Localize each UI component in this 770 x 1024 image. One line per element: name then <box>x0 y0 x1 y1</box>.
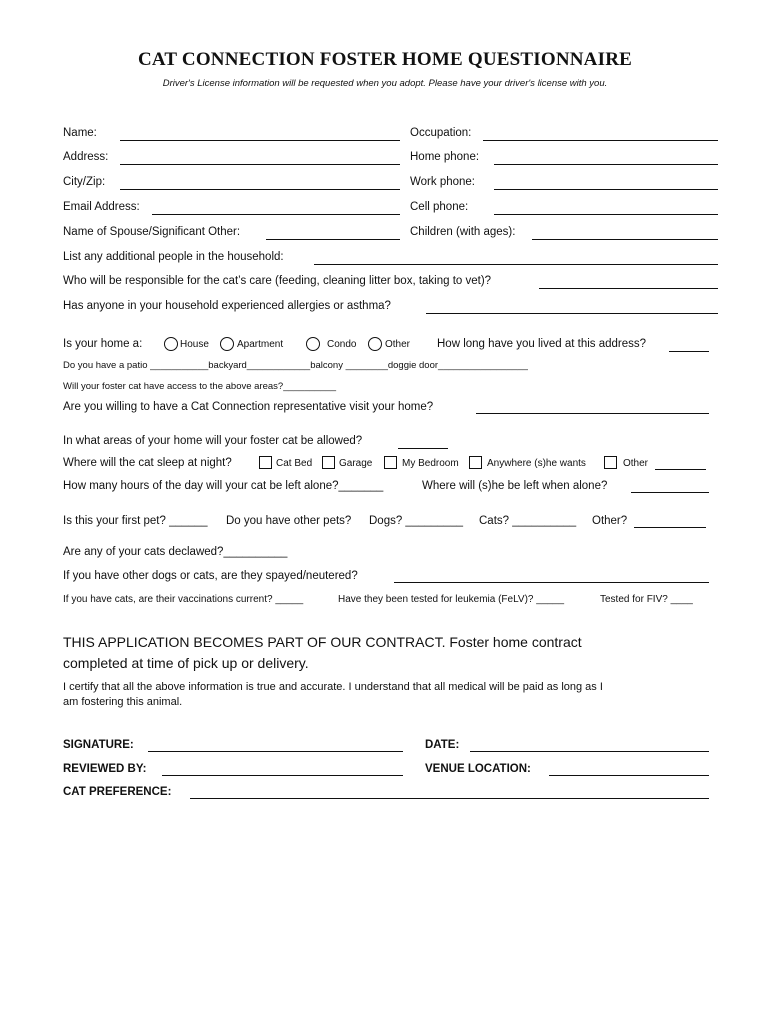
additional-people-label: List any additional people in the household: <box>63 251 284 263</box>
fiv-label: Tested for FIV? ____ <box>600 594 693 605</box>
checkbox-other-sleep[interactable] <box>604 456 617 469</box>
option-condo-label: Condo <box>327 339 357 350</box>
certify-line-2: am fostering this animal. <box>63 696 183 708</box>
option-other-label: Other <box>385 339 411 350</box>
checkbox-anywhere[interactable] <box>469 456 482 469</box>
visit-label: Are you willing to have a Cat Connection representative visit your home? <box>63 401 434 413</box>
radio-apartment[interactable] <box>220 337 234 351</box>
option-house-label: House <box>180 339 209 350</box>
how-long-label: How long have you lived at this address? <box>437 338 647 350</box>
areas-field[interactable] <box>398 448 448 449</box>
date-field[interactable] <box>470 751 709 752</box>
date-label: DATE: <box>425 739 460 751</box>
contract-line-1: THIS APPLICATION BECOMES PART OF OUR CONTRACT. Foster home contract <box>63 634 582 650</box>
venue-field[interactable] <box>549 775 709 776</box>
allergies-field[interactable] <box>426 313 718 314</box>
cats-label: Cats? __________ <box>479 515 577 527</box>
occupation-field[interactable] <box>483 140 718 141</box>
city-zip-field[interactable] <box>120 189 400 190</box>
spayed-field[interactable] <box>394 582 709 583</box>
reviewed-by-label: REVIEWED BY: <box>63 763 147 775</box>
where-alone-field[interactable] <box>631 492 709 493</box>
visit-field[interactable] <box>476 413 709 414</box>
cell-phone-label: Cell phone: <box>410 201 469 213</box>
address-label: Address: <box>63 151 109 163</box>
email-label: Email Address: <box>63 201 140 213</box>
option-cat-bed-label: Cat Bed <box>276 458 313 469</box>
first-pet-label: Is this your first pet? ______ <box>63 515 208 527</box>
cell-phone-field[interactable] <box>494 214 718 215</box>
venue-label: VENUE LOCATION: <box>425 763 531 775</box>
occupation-label: Occupation: <box>410 127 472 139</box>
work-phone-label: Work phone: <box>410 176 475 188</box>
children-field[interactable] <box>532 239 718 240</box>
patio-question: Do you have a patio ___________backyard____________balcony ________doggie door_________________ <box>63 360 528 371</box>
responsible-label: Who will be responsible for the cat’s care (feeding, cleaning litter box, taking to vet)? <box>63 275 492 287</box>
option-my-bedroom-label: My Bedroom <box>402 458 459 469</box>
home-type-label: Is your home a: <box>63 338 143 350</box>
signature-label: SIGNATURE: <box>63 739 134 751</box>
leukemia-label: Have they been tested for leukemia (FeLV)? _____ <box>338 594 565 605</box>
radio-condo[interactable] <box>306 337 320 351</box>
spouse-field[interactable] <box>266 239 400 240</box>
signature-field[interactable] <box>148 751 403 752</box>
option-apartment-label: Apartment <box>237 339 284 350</box>
option-garage-label: Garage <box>339 458 373 469</box>
page-title: CAT CONNECTION FOSTER HOME QUESTIONNAIRE <box>138 49 632 70</box>
dogs-label: Dogs? _________ <box>369 515 463 527</box>
declawed-label: Are any of your cats declawed?__________ <box>63 546 288 558</box>
checkbox-my-bedroom[interactable] <box>384 456 397 469</box>
home-phone-field[interactable] <box>494 164 718 165</box>
name-field[interactable] <box>120 140 400 141</box>
checkbox-cat-bed[interactable] <box>259 456 272 469</box>
cat-preference-label: CAT PREFERENCE: <box>63 786 172 798</box>
how-long-field[interactable] <box>669 351 709 352</box>
vaccinations-label: If you have cats, are their vaccinations current? _____ <box>63 594 304 605</box>
other-pets-label: Do you have other pets? <box>226 515 352 527</box>
other-pets-type-field[interactable] <box>634 527 706 528</box>
other-pets-type-label: Other? <box>592 515 628 527</box>
city-zip-label: City/Zip: <box>63 176 106 188</box>
where-alone-label: Where will (s)he be left when alone? <box>422 480 608 492</box>
email-field[interactable] <box>152 214 400 215</box>
name-label: Name: <box>63 127 97 139</box>
responsible-field[interactable] <box>539 288 718 289</box>
hours-alone-label: How many hours of the day will your cat be left alone?_______ <box>63 480 384 492</box>
home-phone-label: Home phone: <box>410 151 480 163</box>
radio-house[interactable] <box>164 337 178 351</box>
spayed-label: If you have other dogs or cats, are they spayed/neutered? <box>63 570 358 582</box>
option-anywhere-label: Anywhere (s)he wants <box>487 458 586 469</box>
areas-label: In what areas of your home will your foster cat be allowed? <box>63 435 363 447</box>
option-other-sleep-label: Other <box>623 458 649 469</box>
additional-people-field[interactable] <box>314 264 718 265</box>
checkbox-garage[interactable] <box>322 456 335 469</box>
certify-line-1: I certify that all the above information is true and accurate. I understand that all medical will be paid as long as I <box>63 681 603 693</box>
children-label: Children (with ages): <box>410 226 516 238</box>
radio-other[interactable] <box>368 337 382 351</box>
cat-preference-field[interactable] <box>190 798 709 799</box>
sleep-label: Where will the cat sleep at night? <box>63 457 232 469</box>
contract-line-2: completed at time of pick up or delivery. <box>63 655 309 671</box>
other-sleep-field[interactable] <box>655 469 706 470</box>
allergies-label: Has anyone in your household experienced allergies or asthma? <box>63 300 391 312</box>
page-subtitle: Driver's License information will be requested when you adopt. Please have your driver's license with you. <box>162 78 608 89</box>
address-field[interactable] <box>120 164 400 165</box>
access-question: Will your foster cat have access to the above areas?__________ <box>63 381 337 392</box>
work-phone-field[interactable] <box>494 189 718 190</box>
spouse-label: Name of Spouse/Significant Other: <box>63 226 241 238</box>
reviewed-by-field[interactable] <box>162 775 403 776</box>
